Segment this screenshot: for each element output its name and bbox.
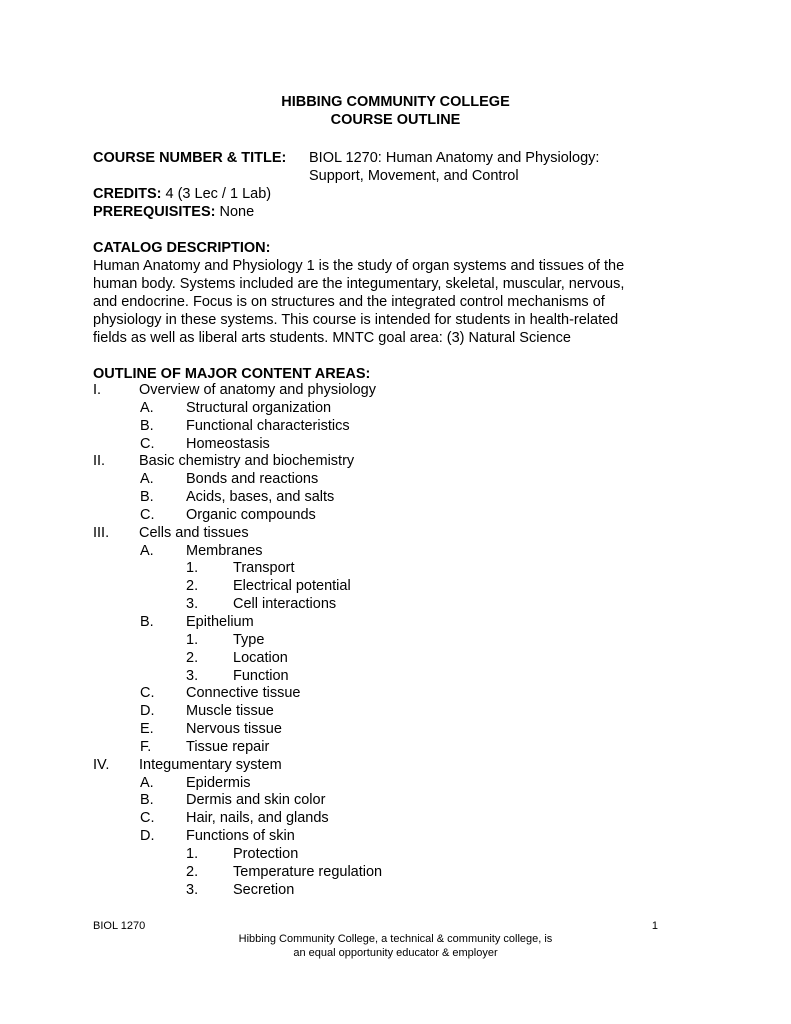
- outline-item-text: Type: [233, 631, 265, 648]
- outline-item-marker: III.: [93, 524, 110, 541]
- prerequisites-line: [93, 203, 254, 221]
- outline-item-marker: D.: [140, 828, 155, 845]
- outline-item-level-2: [93, 543, 693, 561]
- outline-item-text: Function: [233, 667, 289, 684]
- outline-item-level-2: [93, 614, 693, 632]
- outline-item-level-3: [93, 578, 693, 596]
- outline-item-marker: C.: [140, 685, 155, 702]
- outline-item-level-3: [93, 846, 693, 864]
- course-title-line-2: Support, Movement, and Control: [309, 168, 519, 184]
- prerequisites-label: PREREQUISITES:: [93, 204, 216, 220]
- outline-item-level-2: [93, 828, 693, 846]
- outline-item-marker: C.: [140, 435, 155, 452]
- course-title-label: COURSE NUMBER & TITLE:: [93, 150, 287, 166]
- outline-item-text: Cells and tissues: [139, 524, 249, 541]
- outline-item-text: Muscle tissue: [186, 703, 274, 720]
- outline-item-marker: 2.: [186, 863, 199, 880]
- credits-label: CREDITS:: [93, 186, 162, 202]
- outline-item-text: Hair, nails, and glands: [186, 810, 329, 827]
- outline-item-marker: D.: [140, 703, 155, 720]
- credits-line: [93, 185, 271, 203]
- outline-item-marker: 3.: [186, 881, 199, 898]
- catalog-line: Human Anatomy and Physiology 1 is the study of organ systems and tissues of the: [93, 258, 625, 274]
- outline-item-text: Transport: [233, 560, 295, 577]
- outline-item-level-3: [93, 560, 693, 578]
- outline-item-text: Secretion: [233, 881, 295, 898]
- outline-item-level-2: [93, 810, 693, 828]
- outline-item-marker: 2.: [186, 578, 199, 595]
- outline-item-marker: C.: [140, 506, 155, 523]
- outline-item-marker: B.: [140, 417, 154, 434]
- outline-item-level-2: [93, 436, 693, 454]
- outline-item-marker: I.: [93, 382, 102, 398]
- outline-item-text: Basic chemistry and biochemistry: [139, 453, 355, 470]
- outline-item-marker: A.: [140, 774, 154, 791]
- outline-item-marker: 3.: [186, 596, 199, 613]
- outline-item-text: Epithelium: [186, 613, 254, 630]
- outline-item-text: Location: [233, 649, 288, 666]
- outline-item-level-2: [93, 418, 693, 436]
- outline-item-level-3: [93, 632, 693, 650]
- outline-item-level-2: [93, 685, 693, 703]
- outline-item-text: Temperature regulation: [233, 863, 383, 880]
- outline-item-text: Membranes: [186, 542, 263, 559]
- outline-item-level-3: [93, 650, 693, 668]
- outline-item-text: Homeostasis: [186, 435, 270, 452]
- outline-item-level-3: [93, 596, 693, 614]
- document-type: COURSE OUTLINE: [330, 112, 461, 128]
- catalog-line: fields as well as liberal arts students. MNTC goal area: (3) Natural Science: [93, 330, 571, 347]
- outline-item-marker: IV.: [93, 756, 110, 773]
- outline-item-level-1: [93, 453, 693, 471]
- catalog-line: physiology in these systems. This course is intended for students in health-related: [93, 312, 619, 329]
- outline-item-text: Protection: [233, 845, 299, 862]
- outline-item-marker: B.: [140, 489, 154, 506]
- outline-item-level-2: [93, 775, 693, 793]
- college-name: HIBBING COMMUNITY COLLEGE: [281, 94, 510, 110]
- outline-item-level-2: [93, 400, 693, 418]
- outline-item-level-3: [93, 882, 693, 900]
- outline-item-text: Structural organization: [186, 399, 332, 416]
- outline-item-marker: 1.: [186, 560, 199, 577]
- outline-item-text: Connective tissue: [186, 685, 301, 702]
- outline-item-marker: E.: [140, 721, 154, 738]
- outline-item-marker: 1.: [186, 631, 199, 648]
- outline-item-level-2: [93, 703, 693, 721]
- outline-item-marker: 3.: [186, 667, 199, 684]
- outline-item-marker: A.: [140, 471, 154, 488]
- outline-item-text: Nervous tissue: [186, 721, 282, 738]
- outline-item-text: Overview of anatomy and physiology: [139, 382, 376, 398]
- outline-item-level-3: [93, 668, 693, 686]
- course-title-line-1: BIOL 1270: Human Anatomy and Physiology:: [309, 150, 600, 166]
- catalog-description-heading: CATALOG DESCRIPTION:: [93, 240, 271, 256]
- credits-value: 4 (3 Lec / 1 Lab): [165, 186, 272, 202]
- outline-item-text: Organic compounds: [186, 506, 316, 523]
- footer-statement-line-2: an equal opportunity educator & employer: [293, 946, 498, 959]
- outline-item-text: Functions of skin: [186, 828, 295, 845]
- footer-course-code: BIOL 1270: [93, 920, 146, 932]
- footer-statement-line-1: Hibbing Community College, a technical & community college, is: [238, 933, 553, 945]
- outline-item-text: Electrical potential: [233, 578, 351, 595]
- outline-item-level-1: [93, 757, 693, 775]
- outline-item-marker: II.: [93, 453, 106, 470]
- outline-item-text: Cell interactions: [233, 596, 337, 613]
- outline-item-marker: 1.: [186, 845, 199, 862]
- outline-item-level-2: [93, 471, 693, 489]
- catalog-line: and endocrine. Focus is on structures and the integrated control mechanisms of: [93, 294, 605, 311]
- outline-heading: OUTLINE OF MAJOR CONTENT AREAS:: [93, 366, 371, 382]
- outline-item-marker: A.: [140, 542, 154, 559]
- outline-item-level-2: [93, 507, 693, 525]
- outline-item-marker: A.: [140, 399, 154, 416]
- catalog-line: human body. Systems included are the integumentary, skeletal, muscular, nervous,: [93, 276, 625, 293]
- outline-item-text: Integumentary system: [139, 756, 282, 773]
- outline-item-level-2: [93, 489, 693, 507]
- outline-item-level-2: [93, 739, 693, 757]
- footer-equal-opportunity-statement: [0, 933, 791, 960]
- outline-item-text: Tissue repair: [186, 738, 270, 755]
- outline-item-marker: B.: [140, 792, 154, 809]
- footer-page-number: 1: [651, 920, 658, 932]
- outline-item-marker: B.: [140, 613, 154, 630]
- outline-item-text: Functional characteristics: [186, 417, 350, 434]
- course-title-value: [309, 149, 599, 185]
- outline-item-marker: 2.: [186, 649, 199, 666]
- catalog-description-text: [93, 257, 683, 347]
- document-header: [0, 93, 791, 129]
- outline-item-level-1: [93, 525, 693, 543]
- outline-item-marker: F.: [140, 738, 152, 755]
- outline-item-text: Acids, bases, and salts: [186, 489, 335, 506]
- outline-list: [93, 382, 693, 899]
- outline-item-level-1: [93, 382, 693, 400]
- outline-item-level-2: [93, 792, 693, 810]
- outline-item-marker: C.: [140, 810, 155, 827]
- outline-item-text: Dermis and skin color: [186, 792, 326, 809]
- outline-item-text: Bonds and reactions: [186, 471, 319, 488]
- outline-item-level-2: [93, 721, 693, 739]
- outline-item-text: Epidermis: [186, 774, 251, 791]
- outline-item-level-3: [93, 864, 693, 882]
- prerequisites-value: None: [219, 204, 255, 220]
